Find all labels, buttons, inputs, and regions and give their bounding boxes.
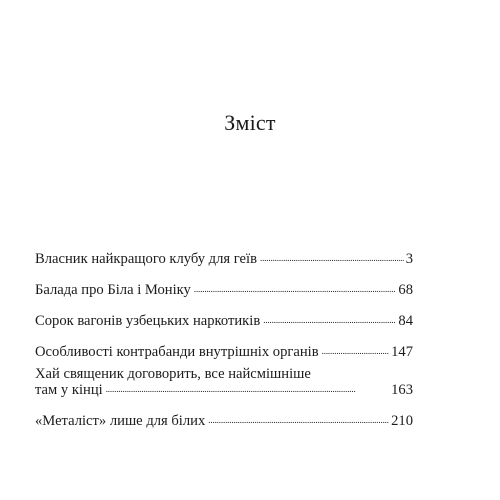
toc-entry	[35, 282, 413, 298]
toc-entry-page: 3	[405, 251, 413, 267]
toc-entry	[35, 413, 413, 429]
toc-entry-title: «Металіст» лише для білих	[35, 413, 206, 429]
toc-entry-title-line2: там у кінці	[35, 382, 103, 398]
dot-leader	[263, 315, 396, 325]
toc-entry-title: Особливості контрабанди внутрішніх органів	[35, 344, 319, 360]
toc-entry-title-line1: Хай священик договорить, все найсмішніше	[35, 366, 311, 382]
toc-entry	[35, 344, 413, 360]
toc-entry-page: 147	[391, 344, 413, 360]
toc-entry-title: Сорок вагонів узбецьких наркотиків	[35, 313, 261, 329]
dot-leader	[260, 253, 404, 263]
toc-entry-title: Балада про Біла і Моніку	[35, 282, 191, 298]
toc-heading: Зміст	[224, 110, 276, 135]
toc-entry-page: 68	[398, 282, 413, 298]
toc-entry	[35, 251, 413, 267]
dot-leader	[208, 415, 389, 425]
dot-leader	[194, 284, 397, 294]
table-of-contents	[35, 0, 413, 500]
dot-leader	[106, 384, 389, 394]
toc-entry-title: Власник найкращого клубу для геїв	[35, 251, 257, 267]
toc-entry-page: 163	[391, 382, 413, 398]
dot-leader	[322, 346, 389, 356]
toc-entry	[35, 313, 413, 329]
toc-entry	[35, 366, 413, 398]
toc-entry-page: 84	[398, 313, 413, 329]
toc-entry-page: 210	[391, 413, 413, 429]
